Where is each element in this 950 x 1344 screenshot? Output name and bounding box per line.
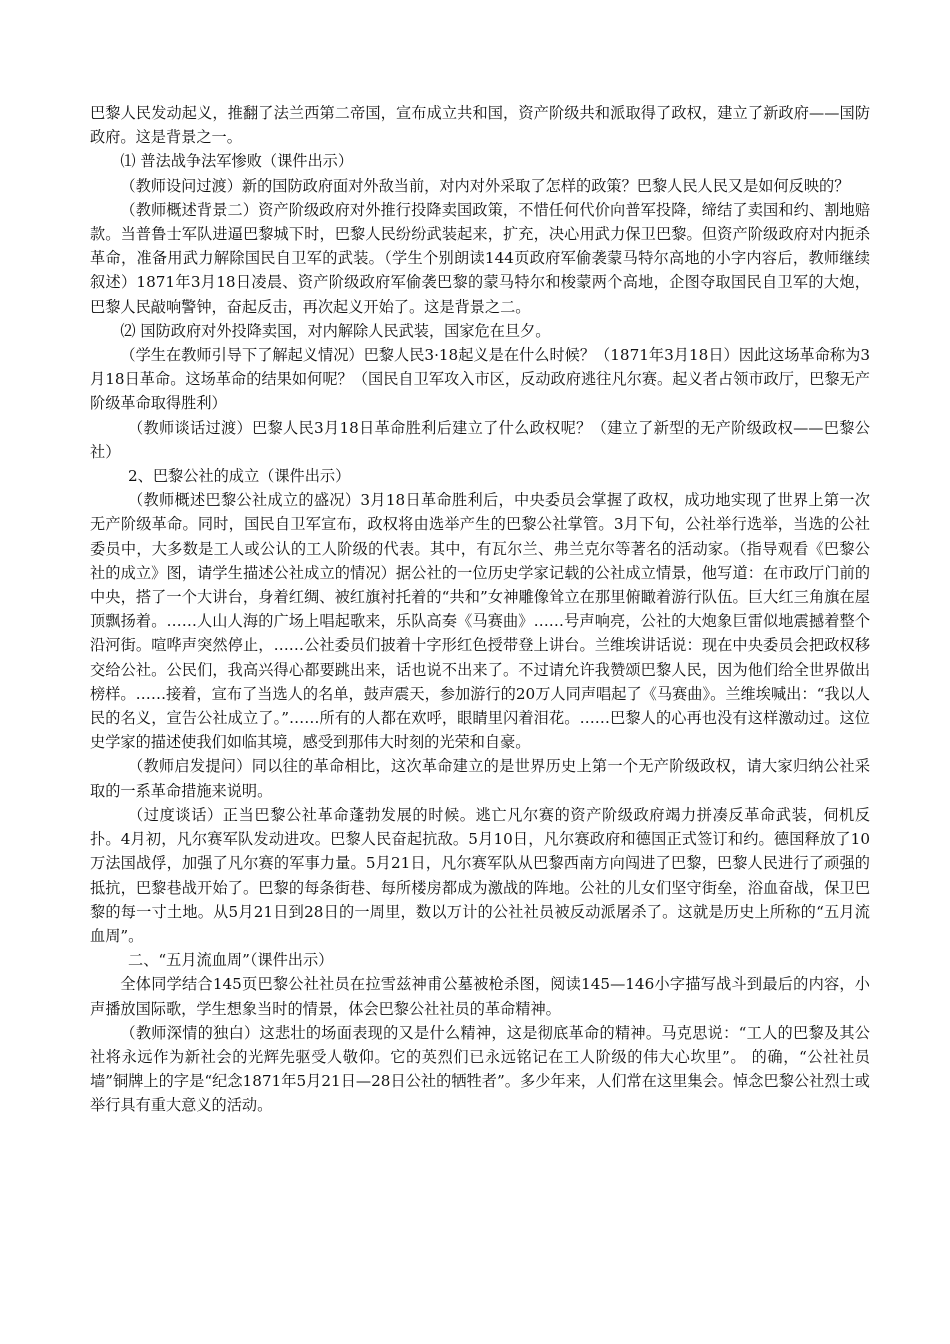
paragraph-teacher-talk-transition: （教师谈话过渡）巴黎人民3月18日革命胜利后建立了什么政权呢？（建立了新型的无产阶级政权——巴黎公社）	[90, 418, 870, 461]
document-body	[90, 101, 870, 1118]
paragraph-background-two: （教师概述背景二）资产阶级政府对外推行投降卖国政策，不惜任何代价向普军投降，缔结了卖国和约、割地赔款。当普鲁士军队进逼巴黎城下时，巴黎人民纷纷武装起来，扩充，决心用武力保卫巴黎。但资产阶级政府对内扼杀革命，准备用武力解除国民自卫军的武装。（学生个别朗读144页政府军偷袭蒙马特尔高地的小字内容后，教师继续叙述）1871年3月18日凌晨、资产阶级政府军偷袭巴黎的蒙马特尔和梭蒙两个高地，企图夺取国民自卫军的大炮，巴黎人民敲响警钟，奋起反击，再次起义开始了。这是背景之二。	[90, 200, 870, 316]
section-heading-bloody-week: 二、“五月流血周”（课件出示）	[128, 951, 334, 970]
paragraph-class-activity: 全体同学结合145页巴黎公社社员在拉雪兹神甫公墓被枪杀图，阅读145—146小字描写战斗到最后的内容，小声播放国际歌，学生想象当时的情景，体会巴黎公社社员的革命精神。	[90, 975, 870, 1018]
subheading-franco-prussian-war: ⑴ 普法战争法军惨败（课件出示）	[120, 152, 354, 171]
paragraph-teacher-prompt-question: （教师启发提问）同以往的革命相比，这次革命建立的是世界历史上第一个无产阶级政权，请大家归纳公社采取的一系革命措施来说明。	[90, 757, 870, 800]
paragraph-commune-founding-ceremony: （教师概述巴黎公社成立的盛况）3月18日革命胜利后，中央委员会掌握了政权，成功地实现了世界上第一次无产阶级革命。同时，国民自卫军宣布，政权将由选举产生的巴黎公社掌管。3月下旬，公社举行选举，当选的公社委员中，大多数是工人或公认的工人阶级的代表。其中，有瓦尔兰、弗兰克尔等著名的活动家。（指导观看《巴黎公社的成立》图，请学生描述公社成立的情况）据公社的一位历史学家记载的公社成立情景，他写道：在市政厅门前的中央，搭了一个大讲台，身着红绸、被红旗衬托着的“共和”女神雕像耸立在那里俯瞰着游行队伍。巨大红三角旗在屋顶飘扬着。……人山人海的广场上唱起歌来，乐队高奏《马赛曲》……号声响亮，公社的大炮象巨雷似地震撼着整个沿河街。喧哗声突然停止，……公社委员们披着十字形红色授带登上讲台。兰维埃讲话说：现在中央委员会把政权移交给公社。公民们，我高兴得心都要跳出来，话也说不出来了。不过请允许我赞颂巴黎人民，因为他们给全世界做出榜样。……接着，宣布了当选人的名单，鼓声震天，参加游行的20万人同声唱起了《马赛曲》。兰维埃喊出：“我以人民的名义，宣告公社成立了。”……所有的人都在欢呼，眼睛里闪着泪花。……巴黎人的心再也没有这样激动过。这位史学家的描述使我们如临其境，感受到那伟大时刻的光荣和自豪。	[90, 491, 870, 752]
paragraph-background-one: 巴黎人民发动起义，推翻了法兰西第二帝国，宣布成立共和国，资产阶级共和派取得了政权，建立了新政府——国防政府。这是背景之一。	[90, 104, 870, 147]
paragraph-teacher-question-transition: （教师设问过渡）新的国防政府面对外敌当前，对内对外采取了怎样的政策？巴黎人民人民又是如何反映的？	[120, 176, 850, 195]
section-heading-commune-established: 2、巴黎公社的成立（课件出示）	[128, 467, 351, 486]
paragraph-uprising-details: （学生在教师引导下了解起义情况）巴黎人民3·18起义是在什么时候？（1871年3月18日）因此这场革命称为3月18日革命。这场革命的结果如何呢？（国民自卫军攻入市区，反动政府逃往凡尔赛。起义者占领市政厅，巴黎无产阶级革命取得胜利）	[90, 346, 870, 413]
paragraph-teacher-monologue: （教师深情的独白）这悲壮的场面表现的又是什么精神，这是彻底革命的精神。马克思说：“工人的巴黎及其公社将永远作为新社会的光辉先驱受人敬仰。它的英烈们已永远铭记在工人阶级的伟大心坎里”。 的确，“公社社员墙”铜牌上的字是“纪念1871年5月21日—28日公社的牺牲者”。多少年来，人们常在这里集会。悼念巴黎公社烈士或举行具有重大意义的活动。	[90, 1023, 870, 1115]
paragraph-counter-revolution: （过度谈话）正当巴黎公社革命蓬勃发展的时候。逃亡凡尔赛的资产阶级政府竭力拼凑反革命武装，伺机反扑。4月初，凡尔赛军队发动进攻。巴黎人民奋起抗敌。5月10日，凡尔赛政府和德国正式签订和约。德国释放了10万法国战俘，加强了凡尔赛的军事力量。5月21日，凡尔赛军队从巴黎西南方向闯进了巴黎，巴黎人民进行了顽强的抵抗，巴黎巷战开始了。巴黎的每条街巷、每所楼房都成为激战的阵地。公社的儿女们坚守街垒，浴血奋战，保卫巴黎的每一寸土地。从5月21日到28日的一周里，数以万计的公社社员被反动派屠杀了。这就是历史上所称的“五月流血周”。	[90, 805, 870, 945]
subheading-national-defense-government: ⑵ 国防政府对外投降卖国，对内解除人民武装，国家危在旦夕。	[120, 321, 551, 340]
